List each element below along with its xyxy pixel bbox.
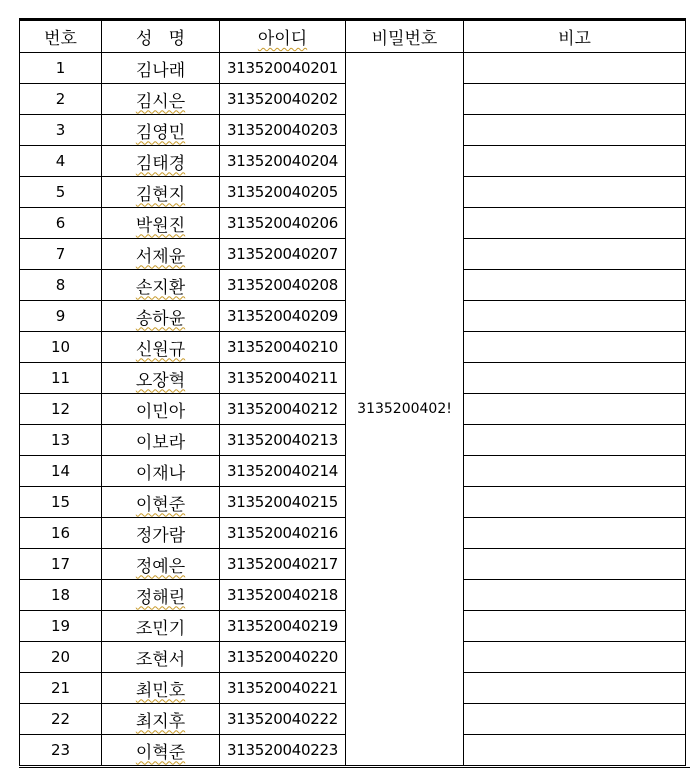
- row-number: 4: [20, 146, 102, 177]
- row-id: 313520040214: [220, 456, 346, 487]
- student-account-table-container: [19, 18, 686, 766]
- row-id: 313520040221: [220, 673, 346, 704]
- row-number: 19: [20, 611, 102, 642]
- row-id: 313520040203: [220, 115, 346, 146]
- row-name-text: 김현지: [135, 184, 186, 205]
- row-id: 313520040209: [220, 301, 346, 332]
- student-account-table: [19, 20, 686, 766]
- row-name-text: 손지환: [135, 277, 186, 298]
- row-name: [102, 239, 220, 270]
- row-name: [102, 735, 220, 766]
- row-id: 313520040218: [220, 580, 346, 611]
- row-number: 5: [20, 177, 102, 208]
- row-number: 16: [20, 518, 102, 549]
- row-name-text: 이보라: [135, 432, 186, 453]
- row-number: 1: [20, 53, 102, 84]
- header-id-text: 아이디: [257, 29, 308, 49]
- row-note: [464, 611, 686, 642]
- row-name: [102, 549, 220, 580]
- row-note: [464, 642, 686, 673]
- row-name: [102, 363, 220, 394]
- row-id: 313520040217: [220, 549, 346, 580]
- row-number: 17: [20, 549, 102, 580]
- row-number: 14: [20, 456, 102, 487]
- row-id: 313520040205: [220, 177, 346, 208]
- row-name-text: 송하윤: [135, 308, 186, 329]
- row-name: [102, 208, 220, 239]
- row-name-text: 김태경: [135, 153, 186, 174]
- row-number: 22: [20, 704, 102, 735]
- row-name: [102, 456, 220, 487]
- row-name: [102, 394, 220, 425]
- row-id: 313520040223: [220, 735, 346, 766]
- row-number: 11: [20, 363, 102, 394]
- row-id: 313520040210: [220, 332, 346, 363]
- row-name-text: 이현준: [135, 494, 186, 515]
- row-name: [102, 673, 220, 704]
- row-note: [464, 549, 686, 580]
- row-id: 313520040215: [220, 487, 346, 518]
- row-number: 21: [20, 673, 102, 704]
- row-id: 313520040213: [220, 425, 346, 456]
- table-header: [20, 21, 686, 53]
- row-name-text: 이민아: [135, 401, 186, 422]
- row-name-text: 박원진: [135, 215, 186, 236]
- row-number: 18: [20, 580, 102, 611]
- row-name: [102, 301, 220, 332]
- row-name-text: 조민기: [135, 618, 186, 639]
- row-id: 313520040212: [220, 394, 346, 425]
- header-password: 비밀번호: [346, 21, 464, 53]
- row-number: 23: [20, 735, 102, 766]
- row-id: 313520040216: [220, 518, 346, 549]
- row-name-text: 신원규: [135, 339, 186, 360]
- header-name: 성 명: [102, 21, 220, 53]
- row-name: [102, 115, 220, 146]
- row-id: 313520040219: [220, 611, 346, 642]
- row-note: [464, 146, 686, 177]
- row-note: [464, 673, 686, 704]
- row-name: [102, 642, 220, 673]
- row-note: [464, 363, 686, 394]
- shared-password-cell: 3135200402!: [346, 53, 464, 766]
- row-note: [464, 84, 686, 115]
- row-id: 313520040211: [220, 363, 346, 394]
- row-id: 313520040202: [220, 84, 346, 115]
- row-note: [464, 270, 686, 301]
- row-number: 3: [20, 115, 102, 146]
- row-name-text: 김시은: [135, 91, 186, 112]
- row-note: [464, 487, 686, 518]
- row-id: 313520040208: [220, 270, 346, 301]
- row-name: [102, 487, 220, 518]
- row-number: 10: [20, 332, 102, 363]
- row-name: [102, 53, 220, 84]
- row-note: [464, 301, 686, 332]
- row-note: [464, 518, 686, 549]
- row-note: [464, 704, 686, 735]
- row-name-text: 최민호: [135, 680, 186, 701]
- row-note: [464, 332, 686, 363]
- row-name-text: 이혁준: [135, 742, 186, 763]
- row-id: 313520040207: [220, 239, 346, 270]
- row-name-text: 김영민: [135, 122, 186, 143]
- row-id: 313520040204: [220, 146, 346, 177]
- row-note: [464, 239, 686, 270]
- row-note: [464, 394, 686, 425]
- row-note: [464, 115, 686, 146]
- row-note: [464, 425, 686, 456]
- row-name: [102, 146, 220, 177]
- row-note: [464, 53, 686, 84]
- row-name-text: 오장혁: [135, 370, 186, 391]
- row-number: 13: [20, 425, 102, 456]
- row-number: 8: [20, 270, 102, 301]
- header-row: [20, 21, 686, 53]
- row-id: 313520040206: [220, 208, 346, 239]
- row-name-text: 정예은: [135, 556, 186, 577]
- row-note: [464, 177, 686, 208]
- row-name: [102, 84, 220, 115]
- row-name-text: 정해린: [135, 587, 186, 608]
- row-name: [102, 580, 220, 611]
- row-number: 12: [20, 394, 102, 425]
- row-number: 9: [20, 301, 102, 332]
- row-name-text: 최지후: [135, 711, 186, 732]
- row-number: 20: [20, 642, 102, 673]
- row-id: 313520040201: [220, 53, 346, 84]
- header-id: [220, 21, 346, 53]
- row-name: [102, 270, 220, 301]
- table-body: [20, 53, 686, 766]
- row-name-text: 김나래: [135, 60, 186, 81]
- row-name-text: 이재나: [135, 463, 186, 484]
- row-name: [102, 177, 220, 208]
- row-note: [464, 580, 686, 611]
- row-name: [102, 704, 220, 735]
- row-name: [102, 611, 220, 642]
- row-name-text: 서제윤: [135, 246, 186, 267]
- table-row: [20, 53, 686, 84]
- row-name: [102, 332, 220, 363]
- row-number: 2: [20, 84, 102, 115]
- row-note: [464, 456, 686, 487]
- header-note: 비고: [464, 21, 686, 53]
- row-number: 6: [20, 208, 102, 239]
- row-name-text: 정가람: [135, 525, 186, 546]
- row-note: [464, 735, 686, 766]
- row-number: 15: [20, 487, 102, 518]
- row-note: [464, 208, 686, 239]
- header-no: 번호: [20, 21, 102, 53]
- row-id: 313520040220: [220, 642, 346, 673]
- row-id: 313520040222: [220, 704, 346, 735]
- row-name: [102, 518, 220, 549]
- row-number: 7: [20, 239, 102, 270]
- row-name: [102, 425, 220, 456]
- row-name-text: 조현서: [135, 649, 186, 670]
- bottom-rule: [19, 767, 690, 768]
